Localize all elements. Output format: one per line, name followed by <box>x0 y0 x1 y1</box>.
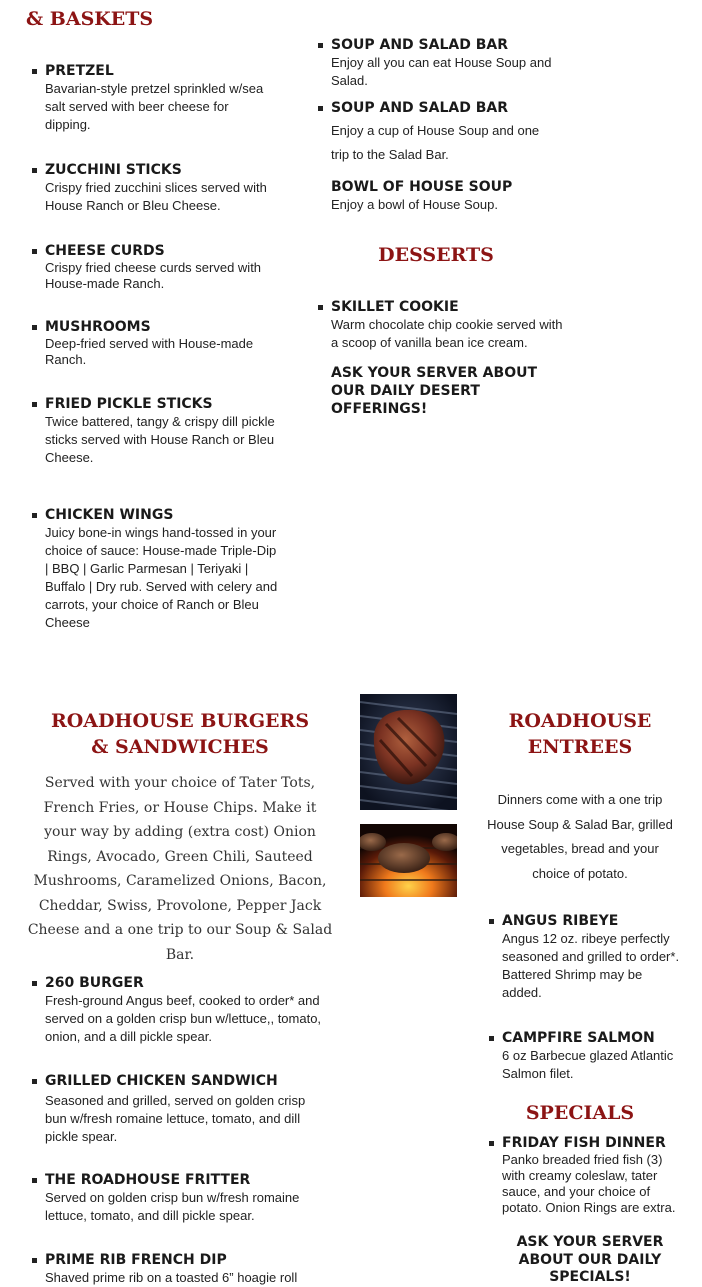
item-name: 260 BURGER <box>45 975 144 991</box>
appetizers-title <box>26 6 153 32</box>
item-name: THE ROADHOUSE FRITTER <box>45 1172 251 1188</box>
item-name: MUSHROOMS <box>45 319 151 335</box>
bullet-icon <box>32 981 37 986</box>
menu-item-pretzel <box>45 62 275 134</box>
item-name: BOWL OF HOUSE SOUP <box>331 179 513 195</box>
entrees-intro: Dinners come with a one trip House Soup & Salad Bar, grilled vegetables, bread and your choice of potato. <box>487 792 673 881</box>
item-name: FRIED PICKLE STICKS <box>45 396 213 412</box>
item-desc: Juicy bone-in wings hand-tossed in your choice of sauce: House-made Triple-Dip | BBQ | Garlic Parmesan | Teriyaki | Buffalo | Dry rub. Served with celery and carrots, your choice of Ranch or Bleu Cheese <box>45 525 278 630</box>
menu-item-soup-salad-cup <box>331 99 559 167</box>
item-desc: Shaved prime rib on a toasted 6” hoagie roll <box>45 1270 298 1285</box>
bullet-icon <box>32 402 37 407</box>
item-name: PRETZEL <box>45 63 114 79</box>
bullet-icon <box>32 513 37 518</box>
item-desc: Enjoy a cup of House Soup and one trip to the Salad Bar. <box>331 123 540 162</box>
item-name: SOUP AND SALAD BAR <box>331 37 508 53</box>
item-name: CAMPFIRE SALMON <box>502 1030 655 1046</box>
burgers-title: ROADHOUSE BURGERS & SANDWICHES <box>50 710 310 758</box>
burgers-fire-photo <box>360 824 457 897</box>
menu-item-friday-fish <box>502 1134 678 1216</box>
item-desc: Bavarian-style pretzel sprinkled w/sea salt served with beer cheese for dipping. <box>45 81 264 132</box>
item-desc: Crispy fried zucchini slices served with House Ranch or Bleu Cheese. <box>45 180 267 213</box>
bullet-icon <box>318 43 323 48</box>
item-desc: Angus 12 oz. ribeye perfectly seasoned and grilled to order*. Battered Shrimp may be added. <box>502 931 680 1000</box>
item-desc: Seasoned and grilled, served on golden crisp bun w/fresh romaine lettuce, tomato, and dill pickle spear. <box>45 1093 306 1144</box>
bullet-icon <box>32 1178 37 1183</box>
menu-item-chicken-wings <box>45 506 279 632</box>
item-desc: Enjoy a bowl of House Soup. <box>331 197 498 212</box>
specials-ask-server: ASK YOUR SERVER ABOUT OUR DAILY SPECIALS! <box>516 1234 664 1285</box>
menu-item-roadhouse-fritter <box>45 1171 307 1225</box>
bullet-icon <box>32 1258 37 1263</box>
bullet-icon <box>32 1079 37 1084</box>
entrees-title: ROADHOUSE ENTREES <box>508 710 652 758</box>
menu-item-grilled-chicken <box>45 1072 325 1146</box>
menu-item-zucchini <box>45 161 277 215</box>
steak-grill-photo <box>360 694 457 810</box>
desserts-ask-server: ASK YOUR SERVER ABOUT OUR DAILY DESERT OFFERINGS! <box>331 365 538 417</box>
item-name: CHEESE CURDS <box>45 243 165 259</box>
desserts-title: DESSERTS <box>378 244 494 266</box>
menu-item-260-burger <box>45 974 325 1046</box>
menu-item-angus-ribeye <box>502 912 680 1002</box>
item-desc: Crispy fried cheese curds served with House-made Ranch. <box>45 260 262 291</box>
bullet-icon <box>318 106 323 111</box>
item-desc: Panko breaded fried fish (3) with creamy coleslaw, tater sauce, and your choice of potato. Onion Rings are extra. <box>502 1152 676 1215</box>
bullet-icon <box>32 249 37 254</box>
item-desc: 6 oz Barbecue glazed Atlantic Salmon filet. <box>502 1048 674 1081</box>
bullet-icon <box>489 1036 494 1041</box>
item-name: CHICKEN WINGS <box>45 507 174 523</box>
item-desc: Enjoy all you can eat House Soup and Salad. <box>331 55 552 88</box>
item-name: GRILLED CHICKEN SANDWICH <box>45 1073 278 1089</box>
menu-item-soup-salad-bar <box>331 36 566 90</box>
item-name: SOUP AND SALAD BAR <box>331 100 508 116</box>
bullet-icon <box>32 168 37 173</box>
specials-title: SPECIALS <box>525 1102 635 1124</box>
menu-item-skillet-cookie <box>331 298 566 352</box>
item-name: ANGUS RIBEYE <box>502 913 619 929</box>
bullet-icon <box>32 325 37 330</box>
menu-item-mushrooms <box>45 318 275 368</box>
bullet-icon <box>489 1141 494 1146</box>
item-name: FRIDAY FISH DINNER <box>502 1135 666 1151</box>
item-name: SKILLET COOKIE <box>331 299 459 315</box>
item-desc: Warm chocolate chip cookie served with a scoop of vanilla bean ice cream. <box>331 317 563 350</box>
item-name: ZUCCHINI STICKS <box>45 162 182 178</box>
appetizers-title-tail: & BASKETS <box>26 8 154 30</box>
menu-item-prime-rib-dip <box>45 1251 325 1287</box>
item-desc: Twice battered, tangy & crispy dill pickle sticks served with House Ranch or Bleu Cheese. <box>45 414 275 465</box>
menu-item-bowl-soup <box>331 178 566 214</box>
bullet-icon <box>318 305 323 310</box>
item-name: PRIME RIB FRENCH DIP <box>45 1252 227 1268</box>
menu-item-campfire-salmon <box>502 1029 680 1083</box>
item-desc: Fresh-ground Angus beef, cooked to order* and served on a golden crisp bun w/lettuce,, tomato, onion, and a dill pickle spear. <box>45 993 322 1044</box>
bullet-icon <box>489 919 494 924</box>
menu-item-fried-pickle <box>45 395 277 467</box>
menu-item-cheese-curds <box>45 242 275 292</box>
item-desc: Served on golden crisp bun w/fresh romaine lettuce, tomato, and dill pickle spear. <box>45 1190 300 1223</box>
item-desc: Deep-fried served with House-made Ranch. <box>45 336 254 367</box>
burgers-intro: Served with your choice of Tater Tots, French Fries, or House Chips. Make it your way by adding (extra cost) Onion Rings, Avocado, Green Chili, Sauteed Mushrooms, Caramelized Onions, Bacon, Cheddar, Swiss, Provolone, Pepper Jack Cheese and a one trip to our Soup & Salad Bar. <box>27 775 333 963</box>
bullet-icon <box>32 69 37 74</box>
